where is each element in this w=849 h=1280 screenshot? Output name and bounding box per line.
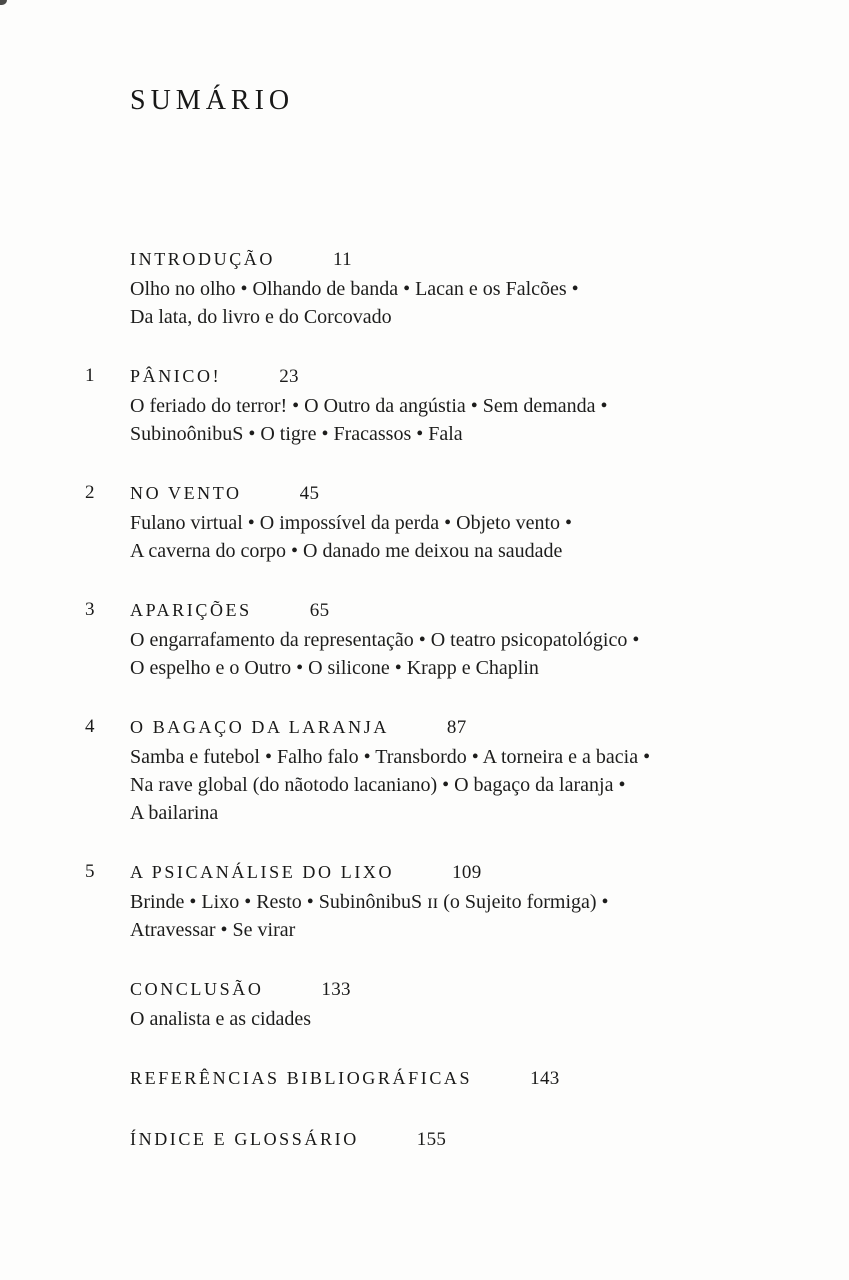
- toc-entry-chapter-5: [85, 858, 849, 944]
- toc-entries: [85, 245, 849, 1155]
- entry-heading: [130, 1064, 849, 1094]
- section-topics-line: SubinoônibuS • O tigre • Fracassos • Fala: [130, 423, 463, 446]
- section-title: NO VENTO: [130, 483, 242, 504]
- toc-entry-referencias: [130, 1064, 849, 1094]
- page-number: 143: [530, 1068, 560, 1090]
- toc-entry-indice: [130, 1125, 849, 1155]
- entry-heading: [130, 858, 849, 888]
- entry-heading: [130, 975, 849, 1005]
- page-number: 11: [333, 249, 352, 271]
- chapter-number: 2: [85, 482, 95, 504]
- toc-entry-chapter-2: [85, 479, 849, 565]
- section-title: CONCLUSÃO: [130, 979, 264, 1000]
- section-topics-line: Olho no olho • Olhando de banda • Lacan e os Falcões •: [130, 278, 579, 301]
- section-title: PÂNICO!: [130, 366, 222, 387]
- section-topics-line: Atravessar • Se virar: [130, 919, 296, 942]
- page-number: 155: [416, 1129, 447, 1151]
- page-number: 133: [321, 979, 351, 1001]
- entry-heading: [130, 596, 849, 626]
- toc-entry-chapter-3: [85, 596, 849, 682]
- entry-heading: [130, 713, 849, 743]
- section-topics-line: O feriado do terror! • O Outro da angústia • Sem demanda •: [130, 395, 608, 418]
- section-topics-line: Na rave global (do nãotodo lacaniano) • O bagaço da laranja •: [130, 774, 626, 797]
- section-title: REFERÊNCIAS BIBLIOGRÁFICAS: [130, 1068, 473, 1089]
- section-topics-line: O analista e as cidades: [130, 1008, 312, 1031]
- chapter-number: 1: [85, 365, 95, 387]
- page-number: 87: [446, 717, 467, 739]
- toc-entry-conclusao: [130, 975, 849, 1033]
- toc-entry-chapter-4: [85, 713, 849, 827]
- section-topics-line: Da lata, do livro e do Corcovado: [130, 306, 392, 329]
- section-title: A PSICANÁLISE DO LIXO: [130, 862, 395, 883]
- section-topics-line: Fulano virtual • O impossível da perda • Objeto vento •: [130, 512, 573, 535]
- page-number: 109: [452, 862, 482, 884]
- entry-heading: [130, 1125, 849, 1155]
- section-topics-line: A bailarina: [130, 802, 219, 825]
- section-title: INTRODUÇÃO: [130, 249, 275, 270]
- entry-heading: [130, 245, 849, 275]
- entry-heading: [130, 362, 849, 392]
- toc-entry-chapter-1: [85, 362, 849, 448]
- section-title: ÍNDICE E GLOSSÁRIO: [130, 1129, 359, 1150]
- chapter-number: 4: [85, 716, 95, 738]
- chapter-number: 5: [85, 861, 95, 883]
- section-topics-line: A caverna do corpo • O danado me deixou na saudade: [130, 540, 563, 563]
- page-number: 23: [279, 366, 299, 388]
- chapter-number: 3: [85, 599, 95, 621]
- page-number: 45: [299, 483, 320, 505]
- section-topics-line: Brinde • Lixo • Resto • SubinônibuS ɪɪ (o Sujeito formiga) •: [130, 891, 609, 914]
- section-topics-line: Samba e futebol • Falho falo • Transbordo • A torneira e a bacia •: [130, 746, 651, 769]
- entry-heading: [130, 479, 849, 509]
- section-title: APARIÇÕES: [130, 600, 252, 621]
- page-title: SUMÁRIO: [130, 85, 295, 116]
- section-topics-line: O engarrafamento da representação • O teatro psicopatológico •: [130, 629, 640, 652]
- section-topics-line: O espelho e o Outro • O silicone • Krapp e Chaplin: [130, 657, 539, 680]
- page-number: 65: [309, 600, 330, 622]
- section-title: O BAGAÇO DA LARANJA: [130, 717, 389, 738]
- toc-entry-introducao: [130, 245, 849, 331]
